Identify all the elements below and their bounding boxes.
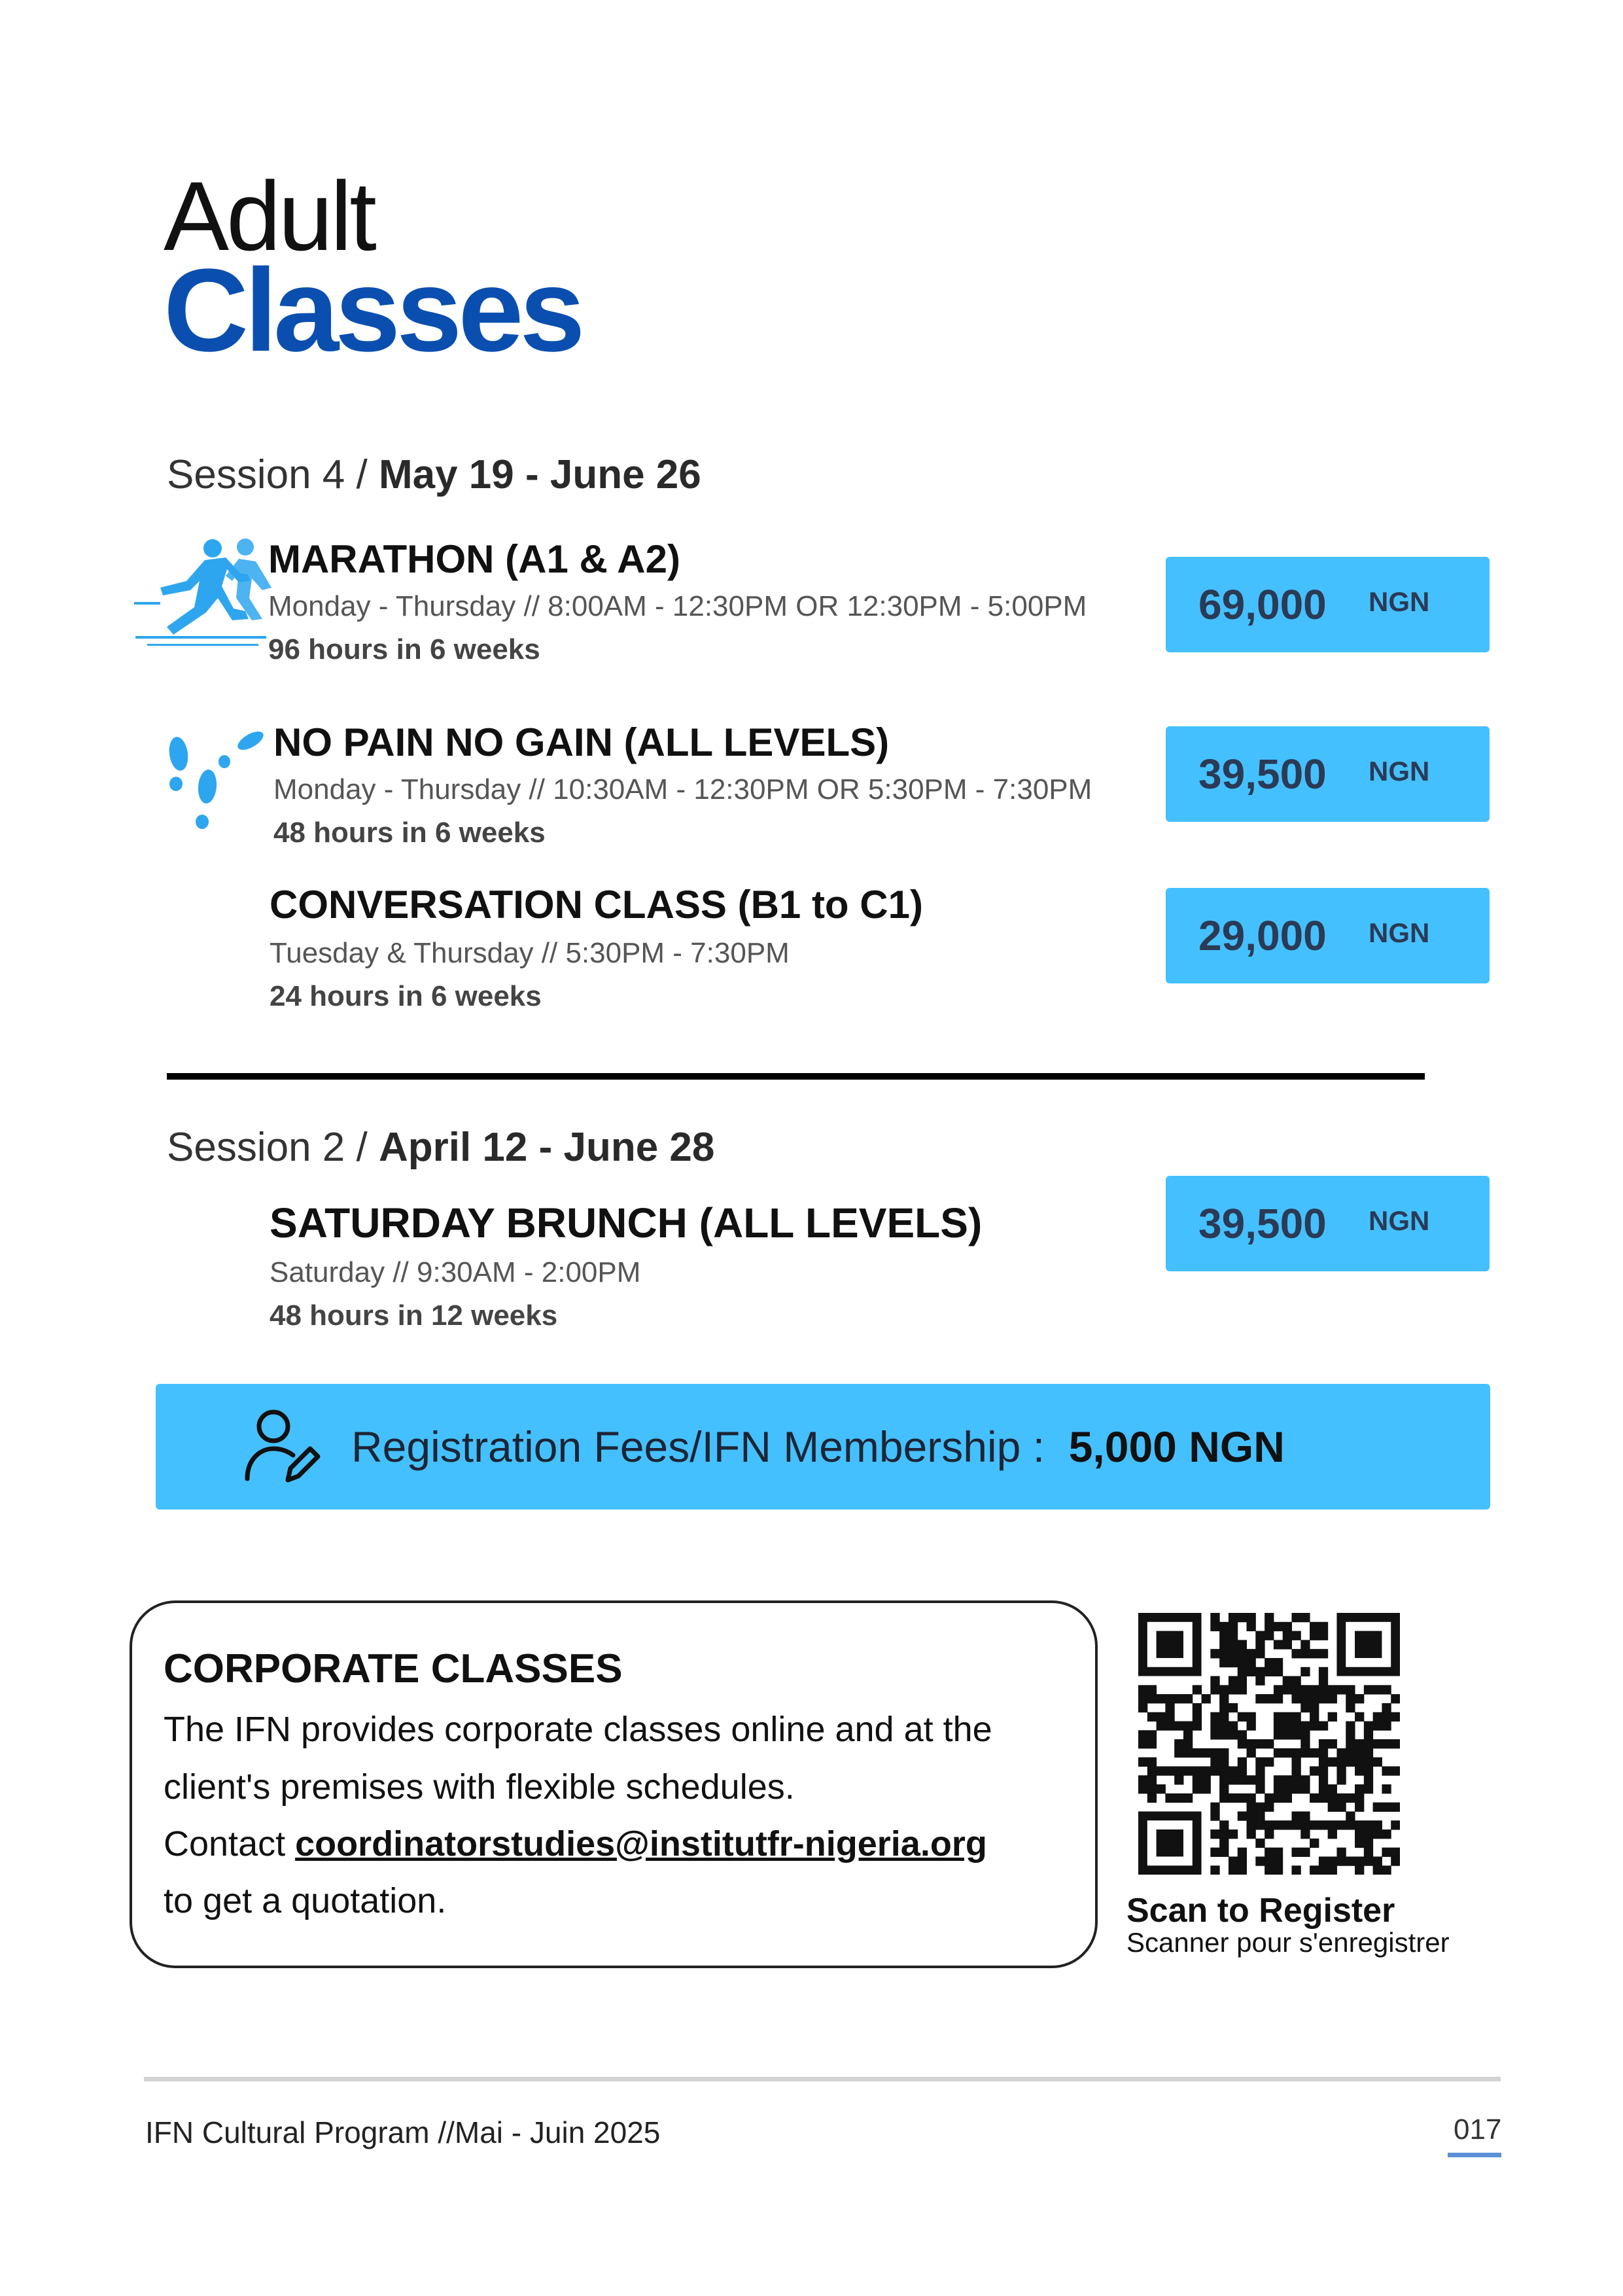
- corporate-line2: client's premises with flexible schedules.: [164, 1767, 795, 1807]
- class-name-saturday-brunch: SATURDAY BRUNCH (ALL LEVELS): [270, 1199, 983, 1246]
- corporate-email-link[interactable]: coordinatorstudies@institutfr-nigeria.org: [295, 1824, 987, 1863]
- price-amount: 29,000: [1198, 912, 1327, 959]
- class-schedule-conversation: Tuesday & Thursday // 5:30PM - 7:30PM: [270, 937, 790, 969]
- corporate-title: CORPORATE CLASSES: [164, 1646, 623, 1691]
- class-name-no-pain-no-gain: NO PAIN NO GAIN (ALL LEVELS): [273, 720, 890, 764]
- price-amount: 39,500: [1198, 751, 1327, 798]
- corporate-line1: The IFN provides corporate classes online and at the: [164, 1710, 992, 1749]
- footprints-icon: [167, 726, 265, 838]
- page-title-line2: Classes: [164, 245, 582, 376]
- price-amount: 39,500: [1198, 1200, 1327, 1247]
- user-edit-icon: [242, 1407, 321, 1489]
- price-badge-marathon: [1166, 557, 1490, 652]
- price-currency: NGN: [1369, 917, 1430, 948]
- class-name-marathon: MARATHON (A1 & A2): [268, 537, 680, 581]
- price-currency: NGN: [1369, 1205, 1430, 1236]
- contact-prefix: Contact: [164, 1824, 286, 1863]
- footer-divider: [144, 2077, 1501, 2081]
- registration-fee-text: [351, 1384, 1285, 1510]
- class-hours-no-pain-no-gain: 48 hours in 6 weeks: [273, 817, 546, 849]
- page-number: 017: [1454, 2113, 1502, 2146]
- class-schedule-saturday-brunch: Saturday // 9:30AM - 2:00PM: [270, 1256, 641, 1288]
- page-title-line1: Adult: [164, 161, 374, 271]
- runners-icon: [134, 535, 275, 656]
- price-badge-no-pain-no-gain: [1166, 726, 1490, 822]
- footer-program: IFN Cultural Program //Mai - Juin 2025: [145, 2115, 661, 2149]
- class-hours-conversation: 24 hours in 6 weeks: [270, 980, 542, 1012]
- page-number-underline: [1448, 2153, 1501, 2157]
- qr-caption: Scanner pour s'enregistrer: [1126, 1927, 1450, 1958]
- session4-label: Session 4 /: [167, 452, 368, 497]
- qr-code-icon[interactable]: [1138, 1613, 1400, 1875]
- class-schedule-marathon: Monday - Thursday // 8:00AM - 12:30PM OR 12:30PM - 5:00PM: [268, 590, 1087, 622]
- class-hours-marathon: 96 hours in 6 weeks: [268, 633, 540, 665]
- registration-amount: 5,000 NGN: [1068, 1422, 1285, 1471]
- session2-dates: April 12 - June 28: [378, 1125, 715, 1170]
- session4-dates: May 19 - June 26: [378, 452, 701, 497]
- registration-label: Registration Fees/IFN Membership :: [351, 1422, 1045, 1471]
- price-amount: 69,000: [1198, 581, 1327, 628]
- price-badge-conversation: [1166, 888, 1490, 983]
- price-currency: NGN: [1369, 586, 1430, 617]
- class-hours-saturday-brunch: 48 hours in 12 weeks: [270, 1299, 558, 1332]
- session4-header: [167, 451, 701, 498]
- class-schedule-no-pain-no-gain: Monday - Thursday // 10:30AM - 12:30PM OR 5:30PM - 7:30PM: [273, 773, 1092, 805]
- section-divider: [167, 1073, 1425, 1080]
- corporate-line4: to get a quotation.: [164, 1881, 447, 1920]
- corporate-contact-line: [164, 1824, 987, 1864]
- class-name-conversation: CONVERSATION CLASS (B1 to C1): [270, 883, 923, 927]
- price-currency: NGN: [1369, 756, 1430, 786]
- session2-label: Session 2 /: [167, 1125, 368, 1170]
- session2-header: [167, 1124, 714, 1171]
- qr-caption-bold: Scan to Register: [1126, 1892, 1395, 1930]
- price-badge-saturday-brunch: [1166, 1176, 1490, 1271]
